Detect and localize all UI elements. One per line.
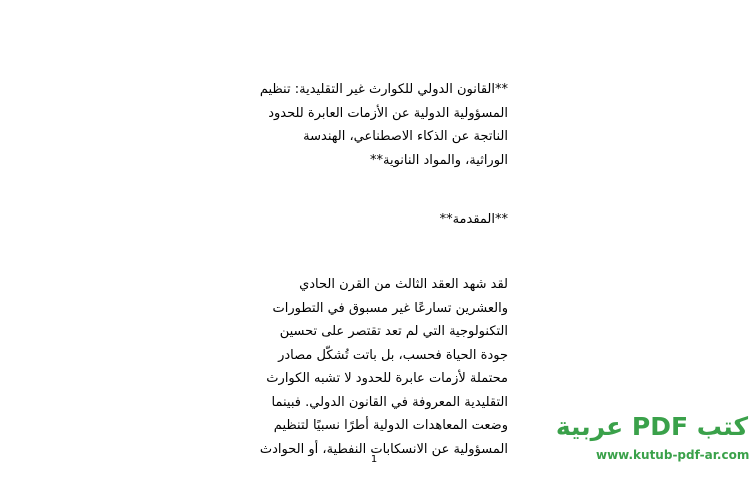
body-line: التكنولوجية التي لم تعد تقتصر على تحسين [279,324,508,339]
body-line: والعشرين تسارعًا غير مسبوق في التطورات [272,300,508,316]
body-line: وضعت المعاهدات الدولية أطرًا نسبيًا لتنظيم [273,418,508,433]
title-line: الوراثية، والمواد النانوية** [369,152,508,168]
page-number: 1 [370,454,378,465]
title-line: الناتجة عن الذكاء الاصطناعي، الهندسة [303,129,508,144]
body-line: لقد شهد العقد الثالث من القرن الحادي [299,277,508,292]
title-line: المسؤولية الدولية عن الأزمات العابرة للحدود [268,105,508,121]
watermark-url[interactable]: www.kutub-pdf-ar.com [596,448,750,462]
section-heading [248,208,508,231]
body-line: جودة الحياة فحسب، بل باتت تُشكّل مصادر [278,347,508,363]
document-title [248,78,508,172]
title-line: **القانون الدولي للكوارث غير التقليدية: تنظيم [259,82,508,97]
body-line: المسؤولية عن الانسكابات النفطية، أو الحوادث [259,441,508,457]
body-line: محتملة لأزمات عابرة للحدود لا تشبه الكوارث [266,371,508,386]
body-line: التقليدية المعروفة في القانون الدولي. فبينما [271,394,508,410]
body-paragraph [248,273,508,461]
heading-text: **المقدمة** [439,212,508,227]
watermark [555,410,750,464]
watermark-logo: كتب PDF عربية [555,412,748,441]
